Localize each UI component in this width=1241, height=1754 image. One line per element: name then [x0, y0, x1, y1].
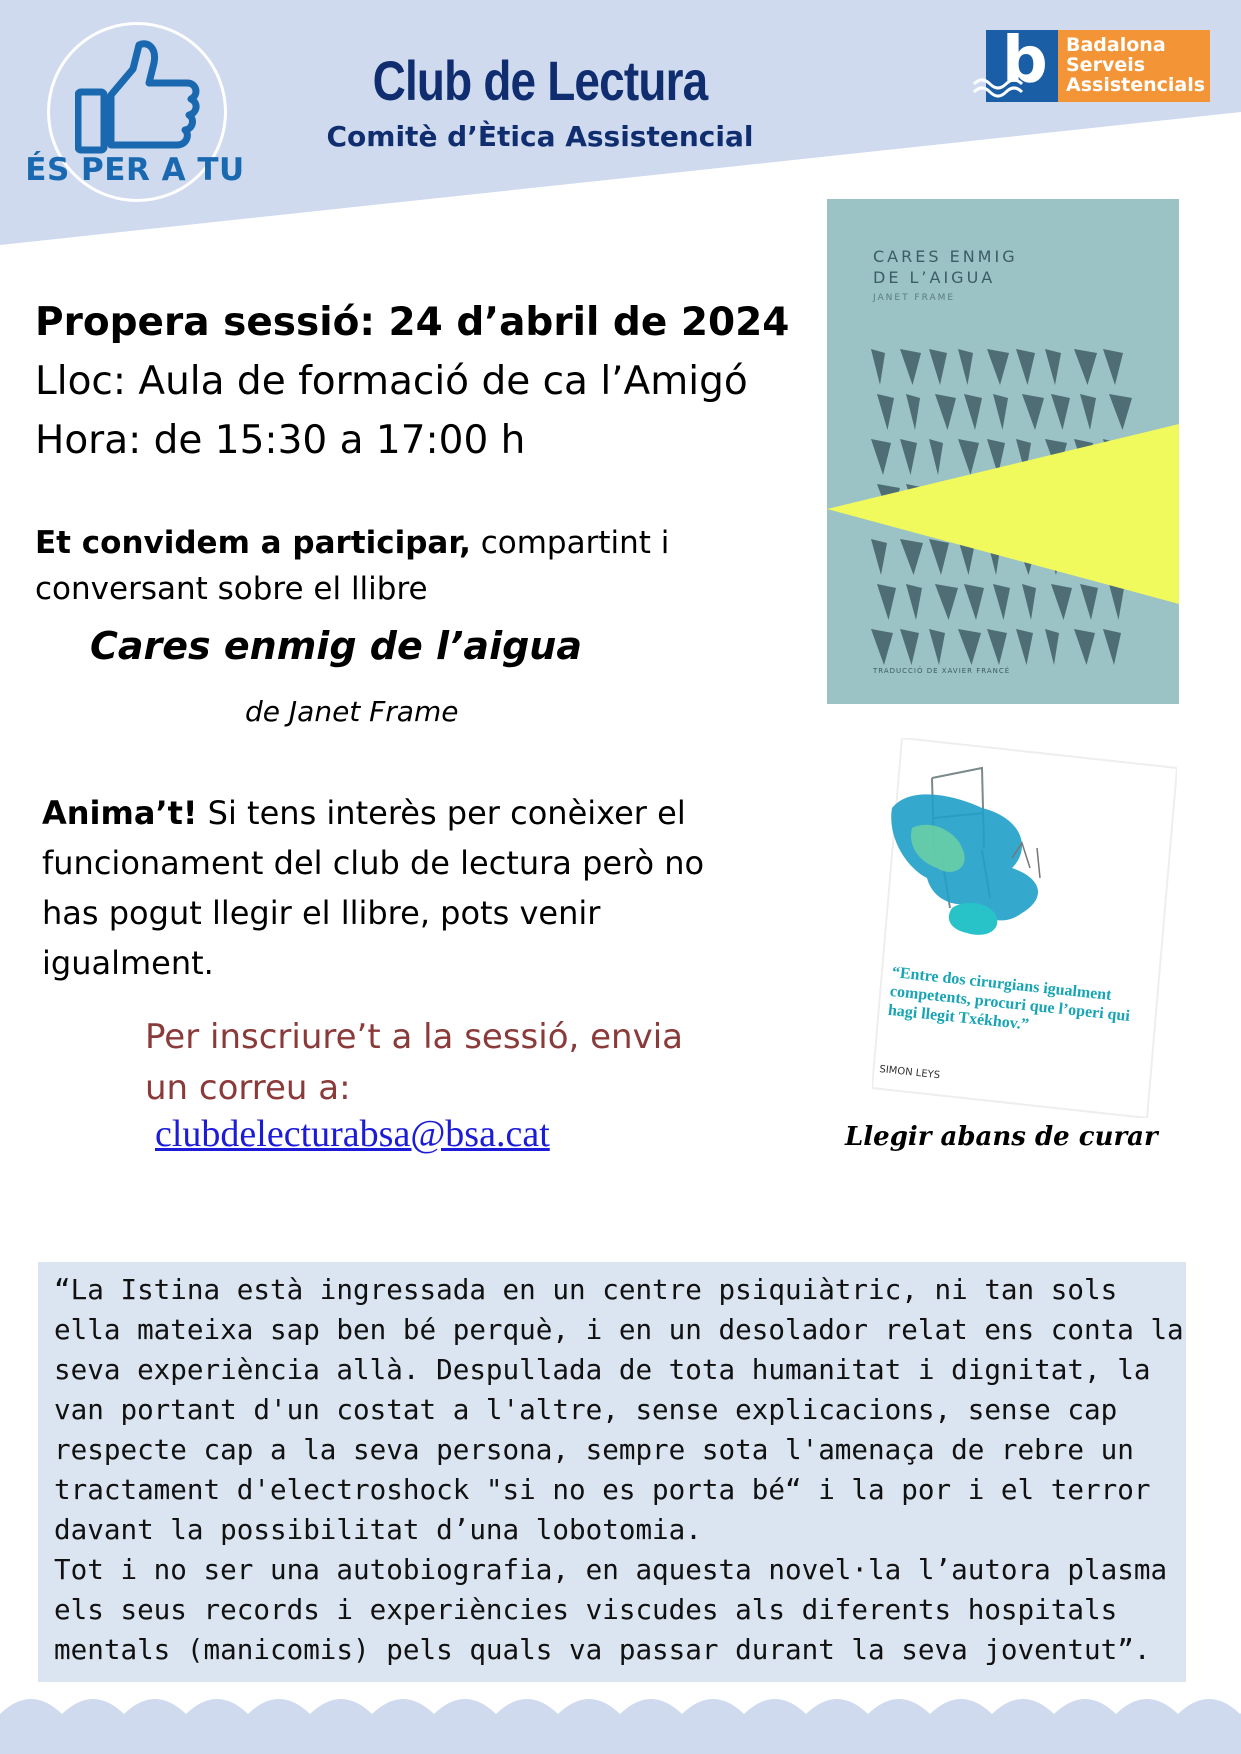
cover-shard	[1109, 584, 1124, 620]
cover-translator: TRADUCCIÓ DE XAVIER FRANCÉ	[873, 667, 1011, 675]
cover-shard	[1074, 349, 1097, 385]
cover-shard	[1103, 349, 1123, 385]
cover-shard	[958, 439, 979, 475]
email-link[interactable]: clubdelecturabsa@bsa.cat	[155, 1113, 550, 1155]
book-cover	[827, 199, 1179, 704]
cover-shard	[958, 629, 981, 665]
cover-title-line-1: CARES ENMIG	[873, 247, 1018, 266]
cover-shard	[900, 349, 921, 385]
second-book-cover	[872, 738, 1177, 1118]
cover-quote: “Entre dos cirurgians igualment competents, procuri que l’operi qui hagi llegit Txékhov.”	[887, 963, 1131, 1034]
cover-shard	[935, 394, 956, 430]
logo-line-2: Serveis	[1066, 54, 1146, 76]
cover-title-line-2: DE L’AIGUA	[873, 268, 996, 287]
thumbs-up-icon	[75, 37, 205, 157]
cover-shard	[958, 349, 973, 385]
session-place: Lloc: Aula de formació de ca l’Amigó	[35, 359, 748, 404]
cover-shard	[906, 394, 920, 430]
page-subtitle: Comitè d’Ètica Assistencial	[326, 120, 754, 153]
cover-shard	[1045, 349, 1061, 385]
invitation-bold: Et convidem a participar,	[35, 525, 471, 561]
invitation-text	[35, 520, 735, 612]
cover-shard	[929, 349, 947, 385]
cover-shard	[1016, 349, 1035, 385]
thumbs-up-badge	[25, 22, 245, 207]
session-date: Propera sessió: 24 d’abril de 2024	[35, 300, 790, 345]
cover-shard	[1074, 629, 1095, 665]
cover-title	[873, 246, 1018, 288]
cover-shard	[993, 394, 1008, 430]
signup-instructions: Per inscriure’t a la sessió, envia un correu a:	[145, 1017, 683, 1108]
cover-shard	[900, 629, 919, 665]
cover-shard	[1051, 584, 1072, 620]
cover-shard	[871, 439, 891, 475]
summary-text	[54, 1270, 1184, 1670]
footer-waves	[0, 1684, 1241, 1754]
cover-caption: Llegir abans de curar	[845, 1122, 1158, 1152]
cover-shard	[929, 439, 943, 475]
book-author: de Janet Frame	[245, 695, 459, 728]
cover-shard	[1051, 394, 1070, 430]
cover-author: JANET FRAME	[873, 293, 956, 303]
cover-shard	[929, 539, 949, 575]
cover-shard	[964, 394, 982, 430]
cover-shard	[877, 584, 896, 620]
cover-shard	[1022, 584, 1036, 620]
encouragement-text	[42, 788, 742, 988]
cover-shard	[935, 584, 958, 620]
cover-shard	[1045, 629, 1059, 665]
cover-shard	[1080, 584, 1098, 620]
logo-line-3: Assistencials	[1066, 74, 1206, 96]
encouragement-rest: Si tens interès per conèixer el funcionament del club de lectura però no has pogut llegir el llibre, pots venir igualment.	[42, 794, 705, 982]
cover-shard	[871, 349, 885, 385]
cover-shard	[993, 584, 1010, 620]
cover-shard	[929, 629, 945, 665]
cover-shard	[871, 539, 887, 575]
encouragement-bold: Anima’t!	[42, 794, 198, 832]
cover-shard	[900, 539, 923, 575]
wave-icon	[972, 74, 1032, 98]
session-info	[35, 293, 789, 470]
organization-logo	[986, 24, 1210, 102]
summary-paragraph-2: Tot i no ser una autobiografia, en aquesta novel·la l’autora plasma els seus records i experiències viscudes als diferents hospitals mentals (manicomis) pels quals va passar durant la seva joventut”.	[54, 1553, 1168, 1666]
cover-shard	[1016, 629, 1033, 665]
cover-shard	[1109, 394, 1132, 430]
cover-shard	[964, 584, 984, 620]
cover-shard	[987, 349, 1009, 385]
cover-shard	[1022, 394, 1044, 430]
cover-quote-author: SIMON LEYS	[878, 1064, 941, 1082]
cover-shard	[877, 394, 894, 430]
cover-shard	[1103, 629, 1121, 665]
invitation-rest: compartint i conversant sobre el llibre	[35, 525, 670, 607]
logo-line-1: Badalona	[1066, 34, 1166, 56]
logo-orange-block	[1058, 30, 1210, 102]
book-title: Cares enmig de l’aigua	[90, 624, 582, 668]
cover-shard	[1080, 394, 1096, 430]
book-summary	[38, 1262, 1186, 1682]
logo-letter: b	[1002, 24, 1048, 98]
cover-shard	[987, 629, 1007, 665]
cover-shard	[900, 439, 917, 475]
badge-caption: ÉS PER A TU	[25, 152, 245, 188]
session-time: Hora: de 15:30 a 17:00 h	[35, 418, 526, 463]
cover-shard	[871, 629, 893, 665]
page-title: Club de Lectura	[372, 49, 708, 112]
summary-paragraph-1: “La Istina està ingressada en un centre psiquiàtric, ni tan sols ella mateixa sap ben bé perquè, i en un desolador relat ens conta la seva experiència allà. Despullada de tota humanitat i dignitat, la van portant d'un costat a l'altre, sense explicacions, sense cap respecte cap a la seva persona, sempre sota l'amenaça de rebre un tractament d'electroshock "si no es porta bé“ i la por i el terror davant la possibilitat d’una lobotomia.	[54, 1273, 1184, 1546]
cover-shard	[906, 584, 922, 620]
logo-blue-square	[986, 24, 1058, 102]
